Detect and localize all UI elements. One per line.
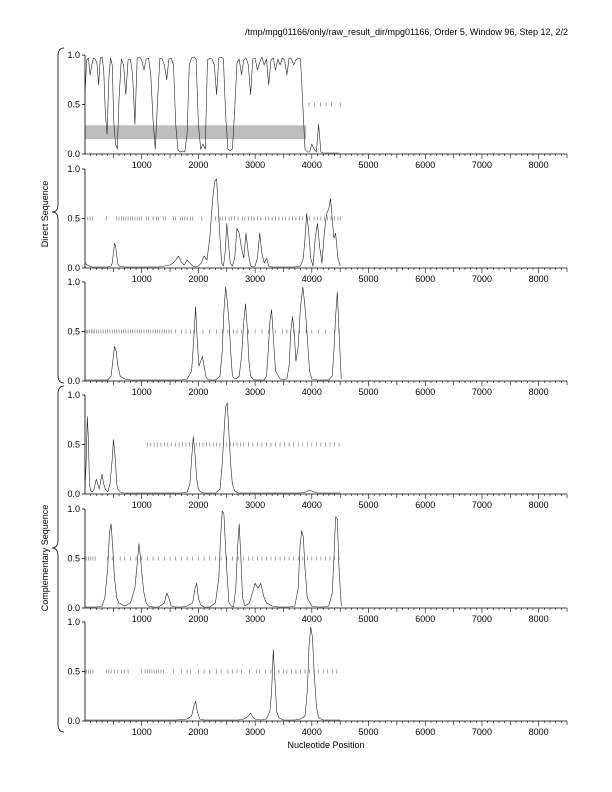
complementary-sequence-bracket: [52, 386, 64, 732]
x-tick-label: 1000: [131, 500, 152, 510]
y-tick-label: 1.0: [67, 277, 80, 287]
y-tick-label: 0.5: [67, 439, 80, 450]
y-tick-label: 1.0: [67, 50, 80, 60]
y-tick-label: 0.0: [67, 149, 80, 159]
x-tick-label: 3000: [245, 160, 266, 170]
x-tick-label: 1000: [131, 614, 152, 624]
y-tick-label: 0.5: [67, 666, 80, 677]
x-tick-label: 7000: [471, 387, 492, 397]
x-tick-label: 5000: [358, 160, 379, 170]
x-tick-label: 8000: [528, 274, 549, 284]
y-tick-label: 0.5: [67, 213, 80, 224]
panels-group: [67, 50, 567, 737]
x-tick-label: 6000: [415, 387, 436, 397]
x-tick-label: 4000: [301, 727, 322, 737]
x-tick-label: 2000: [188, 500, 209, 510]
panel-complementary-frame-3: [67, 617, 567, 737]
x-tick-label: 4000: [301, 614, 322, 624]
x-tick-label: 2000: [188, 274, 209, 284]
x-tick-label: 7000: [471, 500, 492, 510]
x-tick-label: 5000: [358, 274, 379, 284]
x-tick-label: 1000: [131, 274, 152, 284]
x-tick-label: 3000: [245, 727, 266, 737]
x-tick-label: 7000: [471, 727, 492, 737]
panel-direct-frame-1: [67, 50, 567, 170]
x-tick-label: 6000: [415, 500, 436, 510]
panel-complementary-frame-1: [67, 390, 567, 510]
x-tick-label: 8000: [528, 614, 549, 624]
y-tick-label: 0.0: [67, 376, 80, 386]
y-tick-label: 0.0: [67, 603, 80, 613]
y-tick-label: 1.0: [67, 617, 80, 627]
x-tick-label: 4000: [301, 274, 322, 284]
x-tick-label: 5000: [358, 387, 379, 397]
x-tick-label: 2000: [188, 160, 209, 170]
direct-sequence-bracket: [52, 48, 64, 383]
y-tick-label: 1.0: [67, 164, 80, 174]
y-tick-label: 0.5: [67, 326, 80, 337]
x-tick-label: 4000: [301, 387, 322, 397]
y-tick-label: 0.0: [67, 489, 80, 499]
x-tick-label: 7000: [471, 614, 492, 624]
x-axis-label: Nucleotide Position: [287, 740, 365, 750]
coding-probability-line: [85, 179, 340, 267]
x-tick-label: 1000: [131, 387, 152, 397]
coding-probability-line: [85, 403, 340, 493]
page-title: /tmp/mpg01166/only/raw_result_dir/mpg01166, Order 5, Window 96, Step 12, 2/2: [245, 27, 568, 37]
panel-direct-frame-2: [67, 164, 567, 284]
x-tick-label: 6000: [415, 274, 436, 284]
x-tick-label: 3000: [245, 274, 266, 284]
x-tick-label: 6000: [415, 614, 436, 624]
x-tick-label: 3000: [245, 387, 266, 397]
x-tick-label: 6000: [415, 727, 436, 737]
panel-complementary-frame-2: [67, 504, 567, 624]
x-tick-label: 4000: [301, 160, 322, 170]
x-tick-label: 4000: [301, 500, 322, 510]
y-tick-label: 0.5: [67, 553, 80, 564]
y-tick-label: 0.0: [67, 716, 80, 726]
x-tick-label: 6000: [415, 160, 436, 170]
x-tick-label: 8000: [528, 727, 549, 737]
coding-probability-line: [85, 627, 340, 720]
x-tick-label: 8000: [528, 160, 549, 170]
x-tick-label: 8000: [528, 500, 549, 510]
y-tick-label: 1.0: [67, 504, 80, 514]
y-tick-label: 1.0: [67, 390, 80, 400]
x-tick-label: 5000: [358, 727, 379, 737]
x-tick-label: 3000: [245, 614, 266, 624]
x-tick-label: 2000: [188, 614, 209, 624]
x-tick-label: 2000: [188, 727, 209, 737]
x-tick-label: 7000: [471, 274, 492, 284]
direct-sequence-label: Direct Sequence: [40, 180, 50, 248]
complementary-sequence-label: Complementary Sequence: [40, 504, 50, 612]
panel-direct-frame-3: [67, 277, 567, 397]
x-tick-label: 1000: [131, 160, 152, 170]
x-tick-label: 7000: [471, 160, 492, 170]
y-tick-label: 0.5: [67, 99, 80, 110]
x-tick-label: 1000: [131, 727, 152, 737]
y-tick-label: 0.0: [67, 263, 80, 273]
x-tick-label: 5000: [358, 614, 379, 624]
x-tick-label: 5000: [358, 500, 379, 510]
x-tick-label: 2000: [188, 387, 209, 397]
x-tick-label: 8000: [528, 387, 549, 397]
x-tick-label: 3000: [245, 500, 266, 510]
